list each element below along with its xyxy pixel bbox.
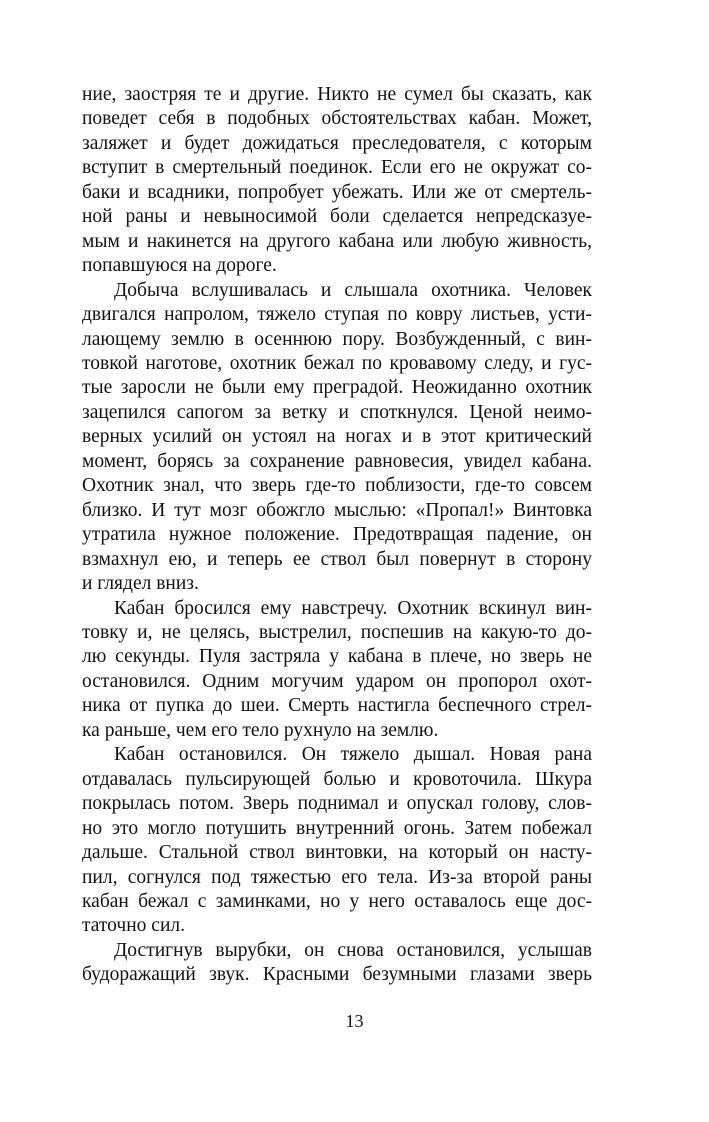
- paragraph: [82, 743, 592, 939]
- text-line: пил, согнулся под тяжестью его тела. Из-за второй раны: [82, 866, 592, 888]
- text-line: будоражащий звук. Красными безумными глазами зверь: [82, 964, 592, 986]
- text-line: Кабан остановился. Он тяжело дышал. Новая рана: [114, 744, 592, 766]
- text-line: зацепился сапогом за ветку и споткнулся. Ценой неимо-: [82, 401, 592, 423]
- text-line: Добыча вслушивалась и слышала охотника. Человек: [114, 279, 592, 301]
- text-line: ника от пупка до шеи. Смерть настигла беспечного стрел-: [82, 695, 592, 717]
- paragraph: [82, 279, 592, 597]
- text-line: Охотник знал, что зверь где-то поблизости, где-то совсем: [82, 475, 592, 497]
- text-line: но это могло потушить внутренний огонь. Затем побежал: [82, 817, 592, 839]
- paragraph: [82, 83, 592, 279]
- page-body: [82, 83, 592, 988]
- text-line: отдавалась пульсирующей болью и кровоточила. Шкура: [82, 768, 592, 790]
- text-line: заляжет и будет дожидаться преследователя, с которым: [82, 132, 592, 154]
- text-line: таточно сил.: [82, 915, 185, 937]
- paragraph: [82, 939, 592, 988]
- text-line: поведет себя в подобных обстоятельствах кабан. Может,: [82, 108, 592, 130]
- text-line: двигался напролом, тяжело ступая по ковру листьев, усти-: [82, 304, 592, 326]
- text-line: баки и всадники, попробует убежать. Или же от смертель-: [82, 181, 592, 203]
- text-line: ной раны и невыносимой боли сделается непредсказуе-: [82, 206, 592, 228]
- text-line: близко. И тут мозг обожгло мыслью: «Пропал!» Винтовка: [82, 499, 592, 521]
- text-line: остановился. Одним могучим ударом он пропорол охот-: [82, 670, 592, 692]
- text-line: покрылась потом. Зверь поднимал и опускал голову, слов-: [82, 793, 592, 815]
- text-line: Достигнув вырубки, он снова остановился, услышав: [114, 939, 592, 961]
- text-line: тые заросли не были ему преградой. Неожиданно охотник: [82, 377, 592, 399]
- text-line: ние, заостряя те и другие. Никто не сумел бы сказать, как: [82, 84, 592, 105]
- text-line: ка раньше, чем его тело рухнуло на землю.: [82, 719, 439, 741]
- page-number: 13: [345, 1011, 364, 1031]
- text-line: верных усилий он устоял на ногах и в этот критический: [82, 426, 592, 448]
- text-line: утратила нужное положение. Предотвращая падение, он: [82, 524, 592, 546]
- text-line: лающему землю в осеннюю пору. Возбужденный, с вин-: [82, 328, 592, 350]
- text-line: момент, борясь за сохранение равновесия, увидел кабана.: [82, 450, 592, 472]
- text-line: взмахнул ею, и теперь ее ствол был повернут в сторону: [82, 548, 592, 570]
- text-line: Кабан бросился ему навстречу. Охотник вскинул вин-: [114, 597, 592, 619]
- text-line: и глядел вниз.: [82, 573, 199, 595]
- text-line: дальше. Стальной ствол винтовки, на который он насту-: [82, 842, 592, 864]
- text-line: товкой наготове, охотник бежал по кровавому следу, и гус-: [82, 352, 592, 374]
- text-line: кабан бежал с заминками, но у него оставалось еще дос-: [82, 890, 592, 912]
- text-line: мым и накинется на другого кабана или любую живность,: [82, 230, 592, 252]
- text-line: товку и, не целясь, выстрелил, поспешив на какую-то до-: [82, 621, 592, 643]
- text-line: попавшуюся на дороге.: [82, 255, 277, 277]
- paragraph: [82, 597, 592, 744]
- text-line: лю секунды. Пуля застряла у кабана в плече, но зверь не: [82, 646, 592, 668]
- text-line: вступит в смертельный поединок. Если его не окружат со-: [82, 157, 592, 179]
